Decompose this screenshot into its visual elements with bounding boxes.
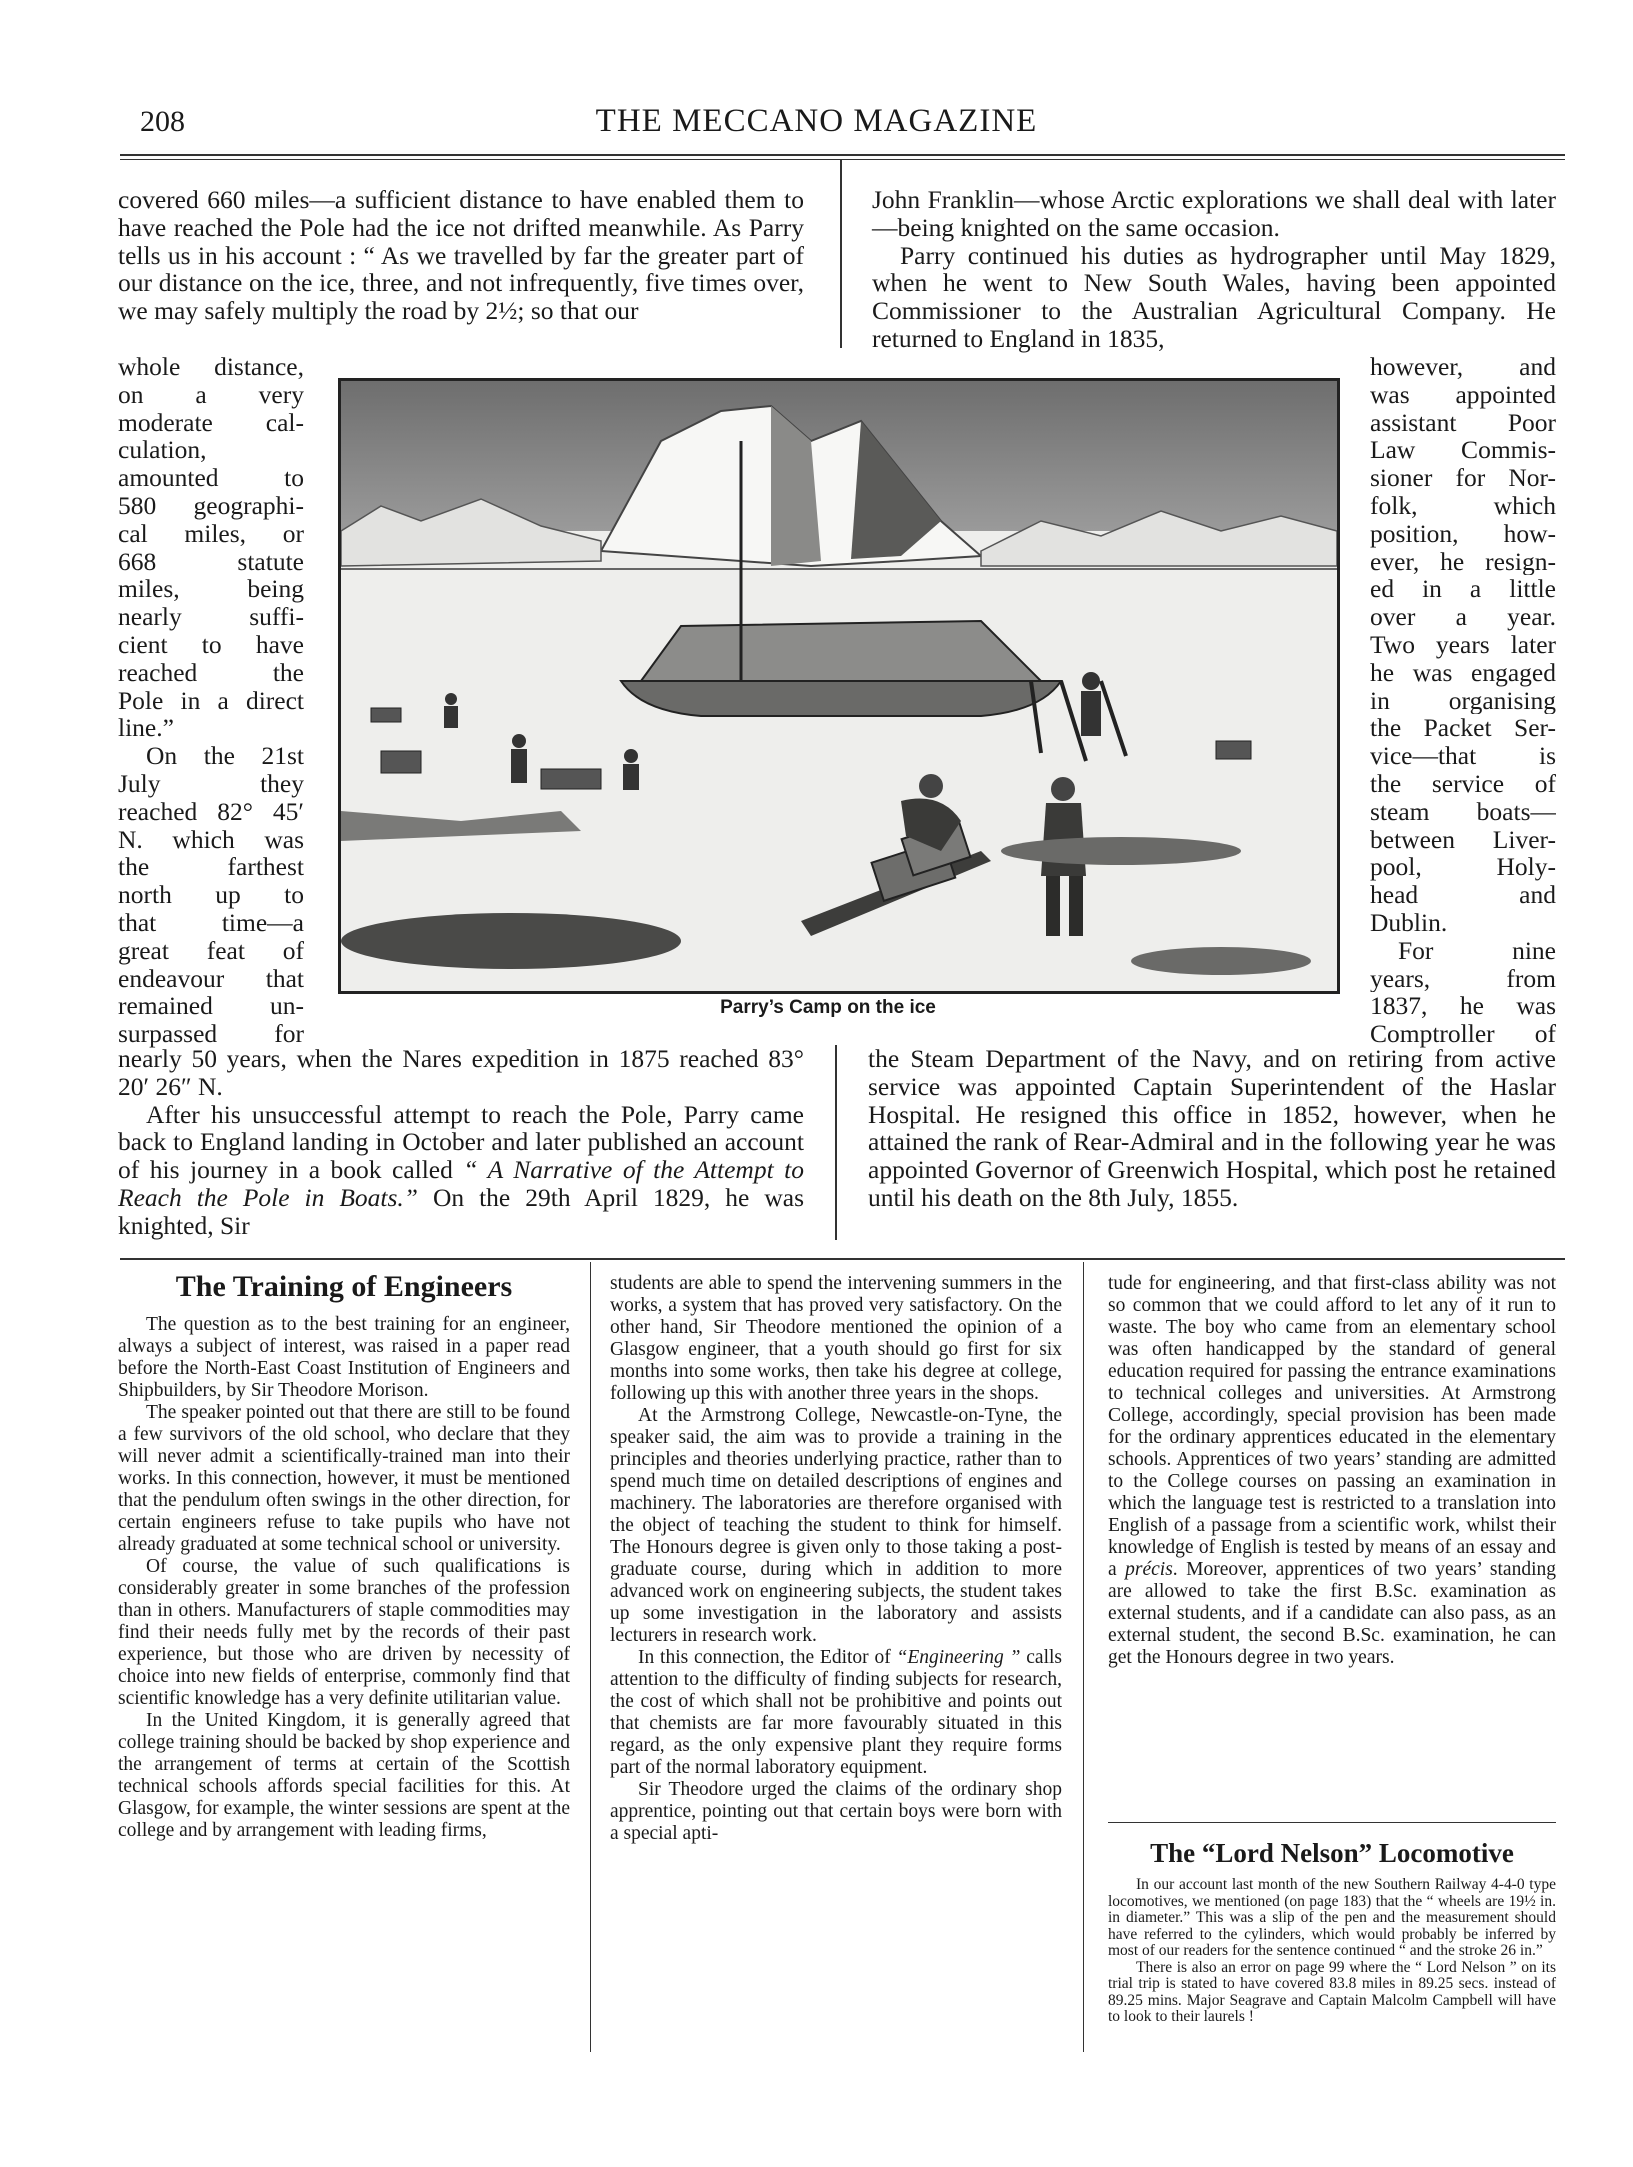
training-headline: The Training of Engineers [175,1270,513,1303]
parry-p2-text-b: On the 29th April 1829, he was knighted, Sir [118,1182,804,1240]
parry-top-left-text: covered 660 miles—a sufficient distance to have enabled them to have reached the Pole had the ice not drifted meanwhile. As Parry tells us in his account : “ As we travelled by far the greater part of our distance on the ice, three, and not infrequently, five times over, we may safely multiply the road by 2½; so that our [118,185,804,326]
narrow-line: Two years later [1370,630,1556,659]
parry-right-narrow [1370,353,1556,1048]
parry-bottom-left [118,1045,804,1240]
narrow-line: 580 geographi- [118,491,304,520]
narrow-line: 1837, he was [1370,992,1556,1021]
narrow-line: on a very [118,380,304,409]
training-col2-text [610,1273,1062,1647]
training-col2-p4: Sir Theodore urged the claims of the ordinary shop apprentice, pointing out that certain boys were born with a special apti- [610,1779,1062,1844]
narrow-line: years, from [1370,964,1556,993]
narrow-line: vice—that is [1370,742,1556,770]
lord-nelson-headline: The “Lord Nelson” Locomotive [1150,1838,1514,1868]
training-col3-text [1108,1273,1556,1669]
narrow-line: Law Commis- [1370,436,1556,465]
column-divider-bottom [835,1045,837,1240]
narrow-line: between Liver- [1370,825,1556,854]
narrow-line: steam boats— [1370,797,1556,826]
lord-nelson-p1: In our account last month of the new Southern Railway 4-4-0 type locomotives, we mentioned (on page 183) that the “ wheels are 19½ in. in diameter.” This was a slip of the pen and the measurement should have referred to the cylinders, which would probably be inferred by most of our readers for the sentence continued “ and the stroke 26 in.” [1108,1876,1556,1959]
narrow-line: was appointed [1370,380,1556,409]
narrow-line: nearly suffi- [118,603,304,631]
narrow-line: in organising [1370,686,1556,715]
illustration-caption: Parry’s Camp on the ice [720,997,936,1018]
paragraph: The question as to the best training for an engineer, always a subject of interest, was raised in a paper read before the North-East Coast Institution of Engineers and Shipbuilders, by Sir Theodore Morison. [118,1314,570,1401]
narrow-line: over a year. [1370,603,1556,631]
narrow-line: reached 82° 45′ [118,797,304,826]
col3-text-b: . Moreover, apprentices of two years’ standing are allowed to take the first B.Sc. examination as external students, and if a candidate can also pass, as an external student, the second B.Sc. examination, he can get the Honours degree in two years. [1108,1559,1556,1668]
narrow-line: amounted to [118,464,304,492]
col3-text-a: tude for engineering, and that first-class ability was not so common that we could afford to let any of it run to waste. The boy who came from an elementary school was often handicapped by the standard of general education required for passing the entrance examinations to technical colleges and universities. At Armstrong College, accordingly, special provision has been made for the ordinary apprentices educated in the elementary schools. Apprentices of two years’ standing are admitted to the College courses on passing an examination in which the language test is restricted to a translation into English of a passage from a scientific work, whilst their knowledge of English is tested by means of an essay and a [1108,1273,1556,1580]
parry-top-right [872,186,1556,353]
narrow-line: the farthest [118,853,304,882]
narrow-line: the Packet Ser- [1370,714,1556,743]
narrow-line: miles, being [118,575,304,604]
paragraph: In the United Kingdom, it is generally agreed that college training should be backed by shop experience and the arrangement of terms at certain of the Scottish technical schools affords special facilities for this. At Glasgow, for example, the winter sessions are spent at the college and by arrangement with leading firms, [118,1710,570,1841]
parry-bottom-right [868,1045,1556,1212]
narrow-line: whole distance, [118,353,304,381]
narrow-line: ed in a little [1370,575,1556,604]
col2-p3-b: calls attention to the difficulty of finding subjects for research, the cost of which shall not be prohibitive and points out that chemists are far more favourably situated in this regard, as the only expensive plant they require forms part of the normal laboratory equipment. [610,1647,1063,1778]
narrow-line: N. which was [118,825,304,854]
precis-word: précis [1125,1559,1173,1580]
parry-top-right-p1: John Franklin—whose Arctic explorations we shall deal with later—being knighted on the same occasion. [872,185,1556,242]
parry-left-narrow [118,353,304,1048]
parry-top-right-p2: Parry continued his duties as hydrographer until May 1829, when he went to New South Wales, having been appointed Commissioner to the Australian Agricultural Company. He returned to England in 1835, [872,240,1556,353]
narrow-line: For nine [1398,936,1556,965]
narrow-line: endeavour that [118,964,304,993]
parry-p2-text-a: After his unsuccessful attempt to reach the Pole, Parry came back to England landing in October and later published an account of his journey in a book called [118,1099,804,1185]
arctic-camp-drawing [341,381,1337,991]
narrow-line: line.” [118,714,174,743]
narrow-line: the service of [1370,769,1556,798]
narrow-line: Comptroller of [1370,1020,1556,1048]
column-divider-top [840,160,842,348]
narrow-line: sioner for Nor- [1370,464,1556,492]
section-rule [120,1258,1565,1260]
parry-bottom-left-p1: nearly 50 years, when the Nares expedition in 1875 reached 83° 20′ 26″ N. [118,1044,804,1101]
column-divider-lower-2 [1083,1262,1084,2052]
paragraph: students are able to spend the intervening summers in the works, a system that has proved very satisfactory. On the other hand, Sir Theodore mentioned the opinion of a Glasgow engineer, that a youth should go first for six months into some works, then take his degree at college, following up this with another three years in the shops. [610,1273,1062,1404]
narrow-line: pool, Holy- [1370,853,1556,882]
training-col2 [610,1273,1062,1845]
narrow-line: Pole in a direct [118,686,304,715]
magazine-title: THE MECCANO MAGAZINE [595,103,1038,139]
narrow-line: position, how- [1370,519,1556,548]
narrow-line: surpassed for [118,1020,304,1048]
narrow-line: however, and [1370,353,1556,381]
narrow-line: July they [118,769,304,798]
narrow-line: moderate cal- [118,408,304,437]
narrow-line: assistant Poor [1370,408,1556,437]
paragraph: Of course, the value of such qualifications is considerably greater in some branches of the profession than in others. Manufacturers of staple commodities may find their needs fully met by the records of their past experience, but those who are driven by necessity of choice into new fields of enterprise, commonly find that scientific knowledge has a very definite utilitarian value. [118,1556,570,1709]
training-col1 [118,1270,570,1842]
paragraph: The speaker pointed out that there are still to be found a few survivors of the old school, who declare that they will never admit a scientifically-trained man into their works. In this connection, however, it must be mentioned that the pendulum often swings in the other direction, for certain engineers refuse to take pupils who have not already graduated at some technical school or university. [118,1402,570,1555]
narrow-line: head and [1370,881,1556,909]
col2-p3-a: In this connection, the Editor of [638,1647,897,1668]
narrow-line: north up to [118,881,304,909]
page-number: 208 [140,105,185,138]
journal-title: “Engineering ” [896,1647,1021,1668]
narrow-line: remained un- [118,992,304,1021]
lord-nelson-p2: There is also an error on page 99 where the “ Lord Nelson ” on its trial trip is stated to have covered 83.8 miles in 89.25 secs. instead of 89.25 mins. Major Seagrave and Captain Malcolm Campbell will have to look to their laurels ! [1108,1958,1556,2025]
parry-camp-illustration [338,378,1340,994]
lord-nelson-rule [1108,1822,1556,1823]
training-col2-p3 [610,1647,1062,1779]
narrow-line: Dublin. [1370,908,1448,937]
training-col3 [1108,1273,1556,1669]
narrow-line: 668 statute [118,547,304,576]
book-title: “ A Narrative of the Attempt to Reach the Pole in Boats.” [118,1155,804,1212]
narrow-line: On the 21st [146,742,304,770]
narrow-line: culation, [118,436,207,465]
parry-bottom-right-text: the Steam Department of the Navy, and on retiring from active service was appointed Captain Superintendent of the Haslar Hospital. He resigned this office in 1852, however, when he attained the rank of Rear-Admiral and in the following year he was appointed Governor of Greenwich Hospital, which post he retained until his death on the 8th July, 1855. [868,1044,1556,1212]
narrow-line: great feat of [118,936,304,965]
paragraph: At the Armstrong College, Newcastle-on-Tyne, the speaker said, the aim was to provide a training in the principles and theories underlying practice, rather than to spend much time on detailed descriptions of engines and machinery. The laboratories are therefore organised with the object of teaching the student to think for himself. The Honours degree is given only to those taking a post-graduate course, during which in addition to more advanced work on engineering subjects, the student takes up some investigation in the laboratory and assists lecturers in research work. [610,1405,1062,1646]
header-rule [120,154,1565,156]
narrow-line: cient to have [118,630,304,659]
column-divider-lower-1 [590,1262,591,2052]
narrow-line: reached the [118,658,304,687]
parry-top-left [118,186,804,325]
narrow-line: ever, he resign- [1370,547,1556,576]
lord-nelson-article [1108,1838,1556,2026]
parry-bottom-left-p2 [118,1101,804,1240]
narrow-line: that time—a [118,908,304,937]
header-rule-thin [120,159,1565,160]
training-col1-text [118,1314,570,1842]
narrow-line: cal miles, or [118,519,304,548]
narrow-line: folk, which [1370,491,1556,520]
narrow-line: he was engaged [1370,658,1556,687]
